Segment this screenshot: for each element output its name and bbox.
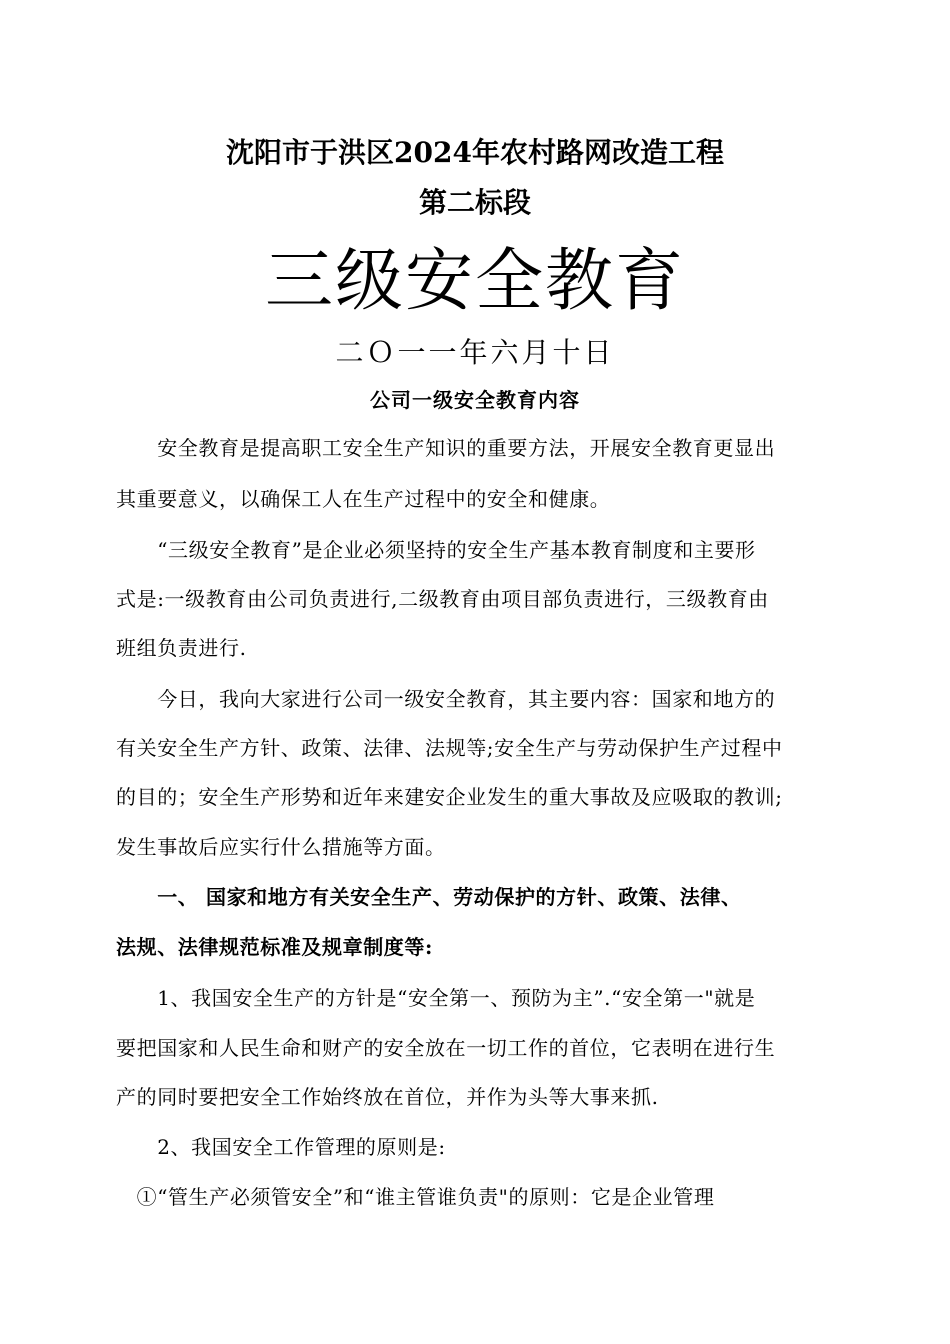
body-line: ①“管生产必须管安全”和“谁主管谁负责"的原则：它是企业管理 bbox=[116, 1185, 715, 1209]
body-line: 其重要意义，以确保工人在生产过程中的安全和健康。 bbox=[116, 487, 611, 511]
body-line: 有关安全生产方针、政策、法律、法规等;安全生产与劳动保护生产过程中 bbox=[116, 736, 783, 760]
main-title: 三级安全教育 bbox=[264, 242, 685, 321]
project-title: 沈阳市于洪区2024年农村路网改造工程 bbox=[226, 136, 724, 169]
body-line: “三级安全教育”是企业必须坚持的安全生产基本教育制度和主要形 bbox=[116, 538, 756, 562]
section-heading-1-cont: 法规、法律规范标准及规章制度等: bbox=[116, 935, 433, 959]
body-line: 2、我国安全工作管理的原则是: bbox=[116, 1135, 446, 1159]
body-line: 安全教育是提高职工安全生产知识的重要方法，开展安全教育更显出 bbox=[116, 436, 776, 460]
document-date: 二Ｏ一一年六月十日 bbox=[335, 336, 615, 369]
section-title: 第二标段 bbox=[418, 186, 531, 219]
body-line: 班组负责进行. bbox=[116, 636, 247, 660]
body-line: 1、我国安全生产的方针是“安全第一、预防为主”.“安全第一"就是 bbox=[116, 986, 756, 1010]
section-subtitle: 公司一级安全教育内容 bbox=[370, 388, 580, 412]
body-line: 的目的；安全生产形势和近年来建安企业发生的重大事故及应吸取的教训; bbox=[116, 785, 783, 809]
section-heading-1: 一、 国家和地方有关安全生产、劳动保护的方针、政策、法律、 bbox=[116, 885, 742, 909]
body-line: 发生事故后应实行什么措施等方面。 bbox=[116, 835, 446, 859]
body-line: 式是:一级教育由公司负责进行,二级教育由项目部负责进行，三级教育由 bbox=[116, 587, 769, 611]
body-line: 今日，我向大家进行公司一级安全教育，其主要内容：国家和地方的 bbox=[116, 687, 776, 711]
body-line: 要把国家和人民生命和财产的安全放在一切工作的首位，它表明在进行生 bbox=[116, 1036, 776, 1060]
body-line: 产的同时要把安全工作始终放在首位，并作为头等大事来抓. bbox=[116, 1085, 659, 1109]
